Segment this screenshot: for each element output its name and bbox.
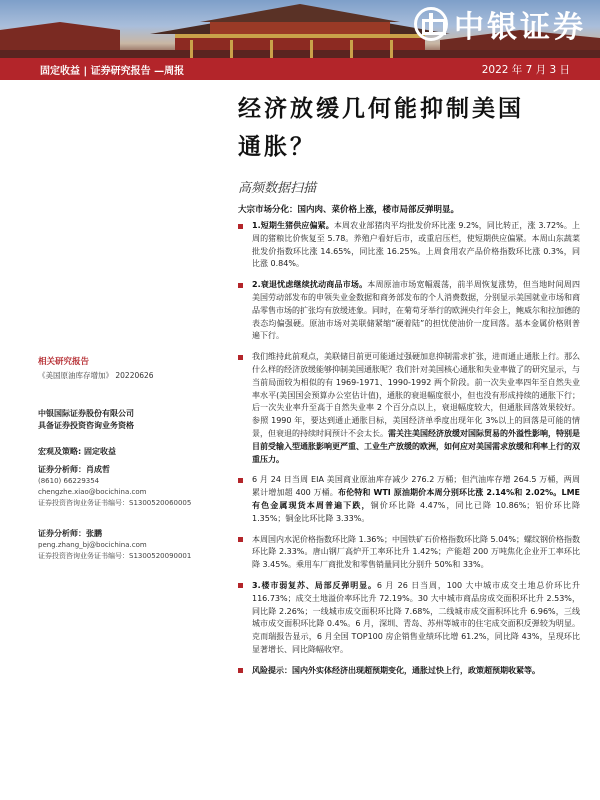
bullet-icon: [238, 583, 243, 588]
analyst-phone: (8610) 66229354: [38, 477, 100, 485]
analyst-email[interactable]: chengzhe.xiao@bocichina.com: [38, 488, 147, 496]
paragraph-oil-metals: 6 月 24 日当周 EIA 美国商业原油库存减少 276.2 万桶；但汽油库存增 264.5 万桶，两周累计增加超 400 万桶。布伦特和 WTI 原油期价本周分别环比涨 2.14%和 2.02%。LME 有色金属现货本周普遍下跌，铜价环比降 4.47%，同比已降 10.86%；铝价环比降 1.35%；铜金比环比降 3.33%。: [238, 474, 580, 525]
bullet-icon: [238, 668, 243, 673]
paragraph-commodities: 2.衰退忧虑继续扰动商品市场。本周原油市场宽幅震荡，前半周恢复涨势，但当地时间周四美国劳动部发布的申领失业金数据和商务部发布的个人消费数据，分别显示美国就业市场和商品零售市场的扩张均有放缓迹象。同时，在菊苟牙举行的欧洲央行年会上，鲍威尔和拉加德的表态均偏强硬。原油市场对美联储紧缩“硬着陆”的担忧使油价一度回落。基本金属价格则普遍下行。: [238, 279, 580, 343]
qualification: 具备证券投资咨询业务资格: [38, 421, 134, 430]
paragraph-risk: 风险提示：国内外实体经济出现超预期变化，通胀过快上行，政策超预期收紧等。: [238, 665, 580, 678]
company-info: [38, 408, 218, 432]
title-line-1: 经济放缓几何能抑制美国: [238, 95, 524, 122]
bullet-icon: [238, 355, 243, 360]
bullet-icon: [238, 478, 243, 483]
bullet-icon: [238, 224, 243, 229]
bullet-icon: [238, 283, 243, 288]
related-report-link[interactable]: 《美国原油库存增加》 20220626: [38, 371, 154, 380]
analyst-email[interactable]: peng.zhang_bj@bocichina.com: [38, 541, 147, 549]
analyst-cert: 证券投资咨询业务证书编号：S1300520060005: [38, 499, 192, 507]
paragraph-domestic-industry: 本周国内水泥价格指数环比降 1.36%；中国铁矿石价格指数环比降 5.04%；螺纹钢价格指数环比降 2.33%。唐山钢厂高炉开工率环比升 1.42%；产能超 200 万吨焦化企业开工率环比降 3.45%。乘用车厂商批发和零售销量同比分别升 50%和 33%。: [238, 534, 580, 572]
title-line-2: 通胀？: [238, 133, 316, 160]
report-type: 固定收益 | 证券研究报告 —周报: [40, 65, 185, 77]
related-research: [38, 355, 218, 381]
analyst-name: 张鹏: [86, 529, 102, 538]
brand-logo: [414, 2, 586, 46]
subtitle: 高频数据扫描: [238, 181, 317, 196]
report-date: 2022 年 7 月 3 日: [481, 63, 570, 76]
page-title: [238, 90, 578, 166]
report-body: [238, 220, 580, 686]
analyst-1: [38, 464, 218, 509]
analyst-label: 证券分析师：: [38, 465, 86, 474]
paragraph-us-inflation: 我们维持此前观点，美联储目前更可能通过强硬加息抑制需求扩张，进而通止通胀上行。那么什么样的经济放缓能够抑制美国通胀呢？我们针对美国核心通胀和失业率做了的研究显示，与当前局面较为相似的有 1969-1971、1990-1992 两个阶段。前一次失业率四年至自然失业率水平(美国国会预算办公室估计值)，通胀的衰退幅度很小，但也没有形成持续的通胀下行；后一次失业率升至高于自然失业率 2 个百分点以上，衰退幅度较大，但通胀回落效果较好。参照 1990 年，要达到通止通胀目标，美国经济单季度出现年化 3%以上的回落是可能的情景，但衰退的持续时间预计不会太长。需关注美国经济放缓对国际贸易的外溢性影响，特别是目前受输入型通胀影响更严重、工业生产放缓的欧洲，如何应对美国需求放缓和利率上行的双重压力。: [238, 351, 580, 466]
bullet-icon: [238, 537, 243, 542]
analyst-2: [38, 528, 218, 562]
intro-summary: 大宗市场分化：国内肉、菜价格上涨，楼市局部反弹明显。: [238, 205, 460, 215]
paragraph-property: 3.楼市弱复苏、局部反弹明显。6 月 26 日当周，100 大中城市成交土地总价环比升 116.73%；成交土地溢价率环比升 72.19%。30 大中城市商品房成交面积环比升 2.53%，同比降 2.26%；一线城市成交面积环比降 7.68%，二线城市成交面积环比升 6.96%，三线城市成交面积环比降 0.4%。6 月，深圳、青岛、苏州等城市的住宅成交面积反弹较为明显。克而瑞报告显示，6 月全国 TOP100 房企销售业绩环比增 61.2%，同比降 43%，呈现环比显著增长、同比降幅收窄。: [238, 580, 580, 657]
report-info-bar: [0, 58, 600, 80]
boc-logo-icon: [414, 7, 448, 41]
header-banner: [0, 0, 600, 58]
sector-label: 宏观及策略: 固定收益: [38, 447, 116, 456]
analyst-name: 肖成哲: [86, 465, 110, 474]
related-heading: 相关研究报告: [38, 357, 90, 367]
company-name: 中银国际证券股份有限公司: [38, 409, 134, 418]
analyst-label: 证券分析师：: [38, 529, 86, 538]
paragraph-pork-supply: 1.短期生猪供应偏紧。本周农业部猪肉平均批发价环比涨 9.2%，同比转正，涨 3.72%。上周的猪粮比价恢复至 5.78。养殖户看好后市，或重启压栏，使短期供应偏紧。本周山东蔬菜批发价指数环比涨 14.65%，同比涨 16.25%。上周食用农产品价格指数环比涨 0.3%，同比涨 0.84%。: [238, 220, 580, 271]
analyst-cert: 证券投资咨询业务证书编号：S1300520090001: [38, 552, 192, 560]
brand-name: 中银证券: [454, 10, 586, 45]
